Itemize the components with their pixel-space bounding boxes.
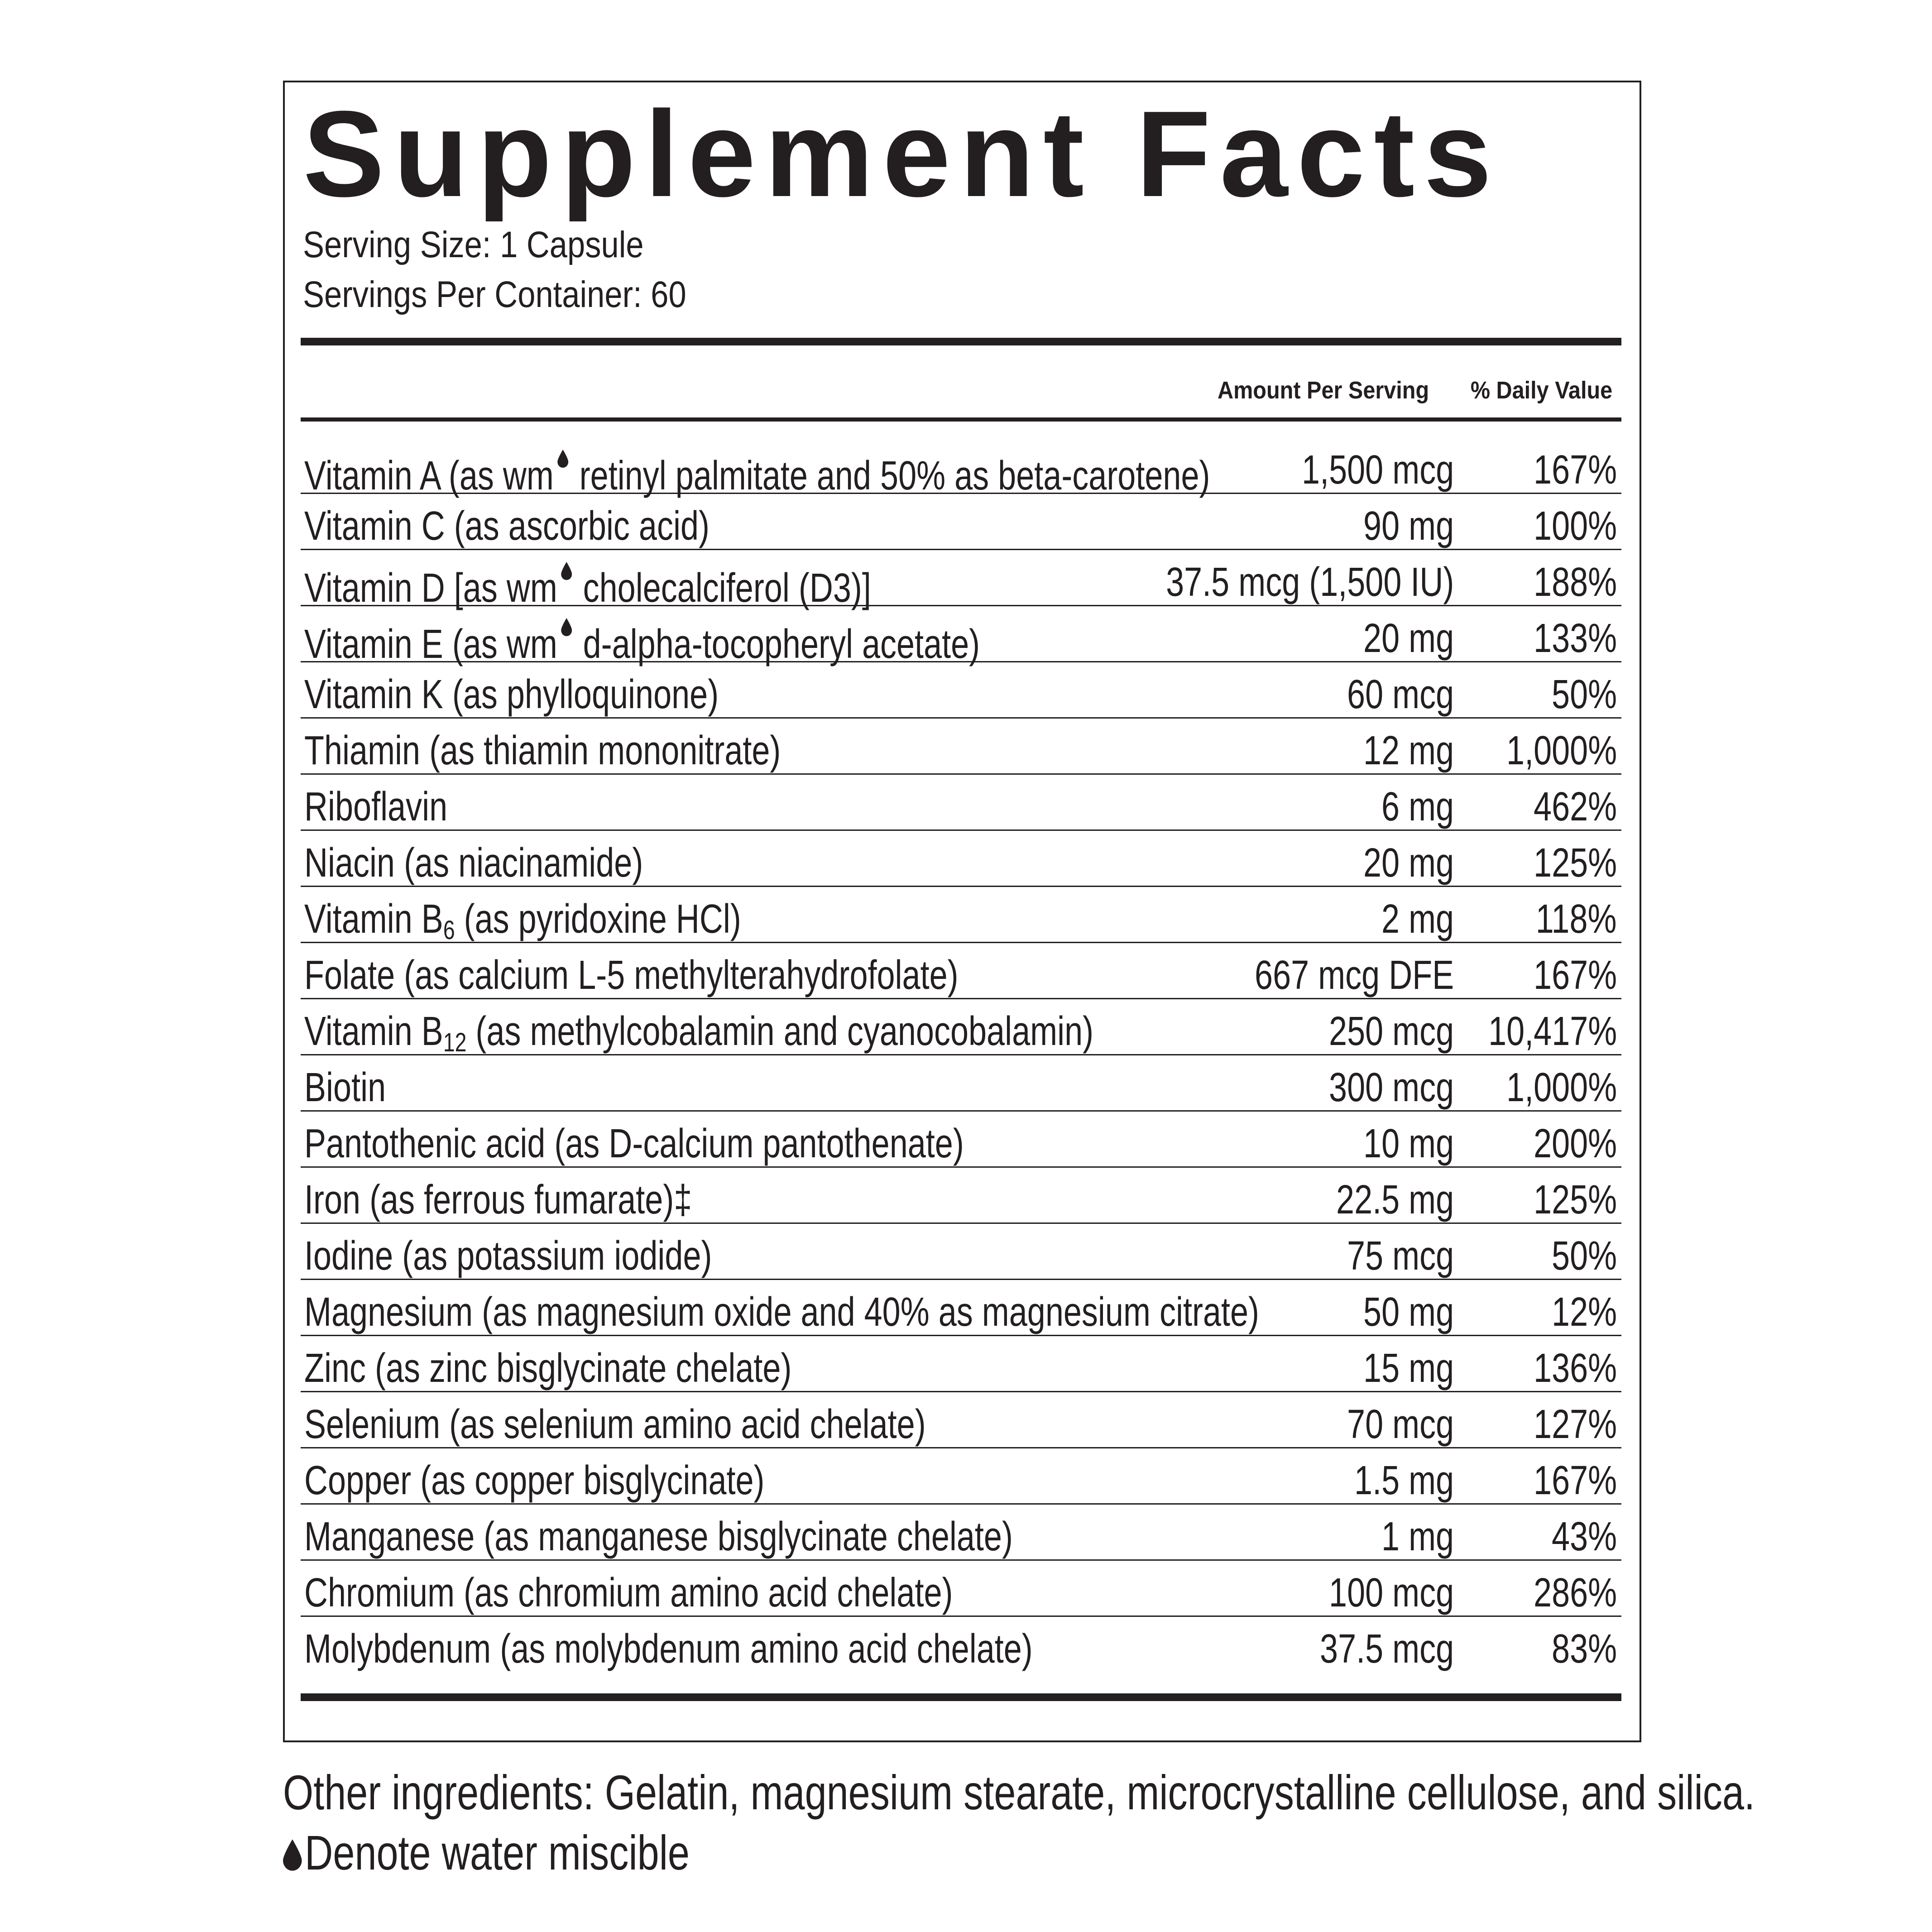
nutrient-amount: 250 mcg — [1328, 1009, 1454, 1054]
nutrient-row — [301, 494, 1621, 550]
nutrient-row — [301, 1055, 1621, 1112]
nutrient-name-text: Pantothenic acid (as D-calcium pantothenate) — [304, 1121, 964, 1166]
nutrient-daily-value: 125% — [1533, 1177, 1617, 1222]
water-drop-icon — [557, 450, 568, 468]
serving-size: Serving Size: 1 Capsule — [303, 224, 644, 265]
nutrient-amount: 70 mcg — [1347, 1402, 1454, 1447]
nutrient-daily-value: 136% — [1533, 1346, 1617, 1391]
thick-divider-bottom — [301, 1693, 1621, 1701]
nutrient-name-text: Niacin (as niacinamide) — [304, 840, 643, 886]
servings-per-container: Servings Per Container: 60 — [303, 274, 686, 315]
nutrient-name — [304, 840, 643, 886]
nutrient-row — [301, 943, 1621, 999]
nutrient-name — [304, 1123, 964, 1164]
nutrient-daily-value: 286% — [1533, 1570, 1617, 1616]
supplement-facts-panel — [283, 81, 1641, 1742]
nutrient-name-text: Vitamin K (as phylloquinone) — [304, 672, 719, 717]
nutrient-amount: 60 mcg — [1347, 672, 1454, 717]
nutrient-name-text: Riboflavin — [304, 784, 448, 829]
water-drop-icon — [561, 618, 572, 636]
nutrient-daily-value: 133% — [1533, 616, 1617, 661]
nutrient-daily-value: 50% — [1551, 1233, 1617, 1279]
nutrient-name-continued: d-alpha-tocopheryl acetate) — [574, 622, 980, 667]
nutrient-daily-value: 1,000% — [1506, 1065, 1617, 1110]
nutrient-name — [304, 450, 1210, 499]
nutrient-amount: 75 mcg — [1347, 1233, 1454, 1279]
nutrient-name — [304, 955, 959, 996]
nutrient-name-text: Magnesium (as magnesium oxide and 40% as magnesium citrate) — [304, 1290, 1259, 1335]
nutrient-name-text: Vitamin C (as ascorbic acid) — [304, 503, 710, 549]
nutrient-name — [304, 1179, 692, 1220]
nutrient-row — [301, 719, 1621, 775]
nutrient-subscript: 6 — [443, 916, 455, 945]
nutrient-daily-value: 125% — [1533, 840, 1617, 886]
nutrient-amount: 37.5 mcg (1,500 IU) — [1165, 560, 1454, 605]
nutrient-row — [301, 1336, 1621, 1392]
nutrient-amount: 37.5 mcg — [1319, 1626, 1454, 1672]
nutrient-daily-value: 10,417% — [1488, 1009, 1617, 1054]
nutrient-name — [304, 730, 781, 771]
nutrient-amount: 90 mg — [1363, 503, 1454, 549]
nutrient-amount: 50 mg — [1363, 1290, 1454, 1335]
nutrient-name — [304, 1233, 712, 1279]
nutrient-amount: 15 mg — [1363, 1346, 1454, 1391]
nutrient-name-continued: retinyl palmitate and 50% as beta-carotene) — [570, 453, 1210, 499]
daily-value-column-header: % Daily Value — [1470, 377, 1612, 404]
nutrient-daily-value: 1,000% — [1506, 728, 1617, 773]
water-drop-icon — [561, 562, 572, 580]
water-miscible-note — [283, 1825, 690, 1880]
nutrient-name-text: Vitamin E (as wm — [304, 622, 557, 667]
nutrient-name — [304, 1011, 1093, 1056]
nutrient-daily-value: 12% — [1551, 1290, 1617, 1335]
nutrient-name-text: Biotin — [304, 1065, 386, 1110]
amount-column-header: Amount Per Serving — [1218, 377, 1429, 404]
nutrient-name — [304, 1626, 1033, 1672]
water-miscible-text: Denote water miscible — [305, 1825, 690, 1880]
nutrient-row — [301, 1617, 1621, 1673]
nutrient-row — [301, 1505, 1621, 1561]
nutrient-name-text: Vitamin A (as wm — [304, 453, 554, 499]
nutrient-name-text: Molybdenum (as molybdenum amino acid chelate) — [304, 1626, 1033, 1672]
nutrient-daily-value: 167% — [1533, 447, 1617, 493]
nutrient-daily-value: 100% — [1533, 503, 1617, 549]
nutrient-name-text: Chromium (as chromium amino acid chelate) — [304, 1570, 953, 1616]
nutrient-amount: 20 mg — [1363, 616, 1454, 661]
nutrient-name — [304, 786, 447, 827]
header-divider — [301, 417, 1621, 422]
nutrient-row — [301, 1224, 1621, 1280]
nutrient-name-text: Vitamin B — [304, 896, 443, 942]
nutrient-daily-value: 127% — [1533, 1402, 1617, 1447]
nutrient-row — [301, 1112, 1621, 1168]
nutrient-amount: 1.5 mg — [1354, 1458, 1454, 1503]
nutrient-amount: 6 mg — [1381, 784, 1454, 829]
nutrient-amount: 2 mg — [1381, 896, 1454, 942]
nutrient-amount: 10 mg — [1363, 1121, 1454, 1166]
nutrient-name — [304, 674, 719, 715]
nutrient-daily-value: 167% — [1533, 953, 1617, 998]
nutrient-row — [301, 887, 1621, 943]
nutrient-name — [304, 1570, 953, 1616]
nutrient-row — [301, 1448, 1621, 1505]
nutrient-amount: 12 mg — [1363, 728, 1454, 773]
nutrient-daily-value: 50% — [1551, 672, 1617, 717]
nutrient-name-continued: (as methylcobalamin and cyanocobalamin) — [466, 1009, 1094, 1054]
nutrient-row — [301, 438, 1621, 499]
other-ingredients: Other ingredients: Gelatin, magnesium stearate, microcrystalline cellulose, and silica. — [283, 1765, 1755, 1820]
thick-divider-top — [301, 338, 1621, 345]
nutrient-amount: 300 mcg — [1328, 1065, 1454, 1110]
nutrient-name — [304, 1348, 791, 1389]
nutrient-name-text: Vitamin D [as wm — [304, 566, 557, 611]
nutrient-name — [304, 896, 741, 945]
nutrient-name-text: Vitamin B — [304, 1009, 443, 1054]
nutrient-amount: 1 mg — [1381, 1514, 1454, 1559]
nutrient-amount: 22.5 mg — [1336, 1177, 1454, 1222]
nutrient-amount: 100 mcg — [1328, 1570, 1454, 1616]
nutrient-name-text: Zinc (as zinc bisglycinate chelate) — [304, 1346, 792, 1391]
nutrient-name — [304, 562, 871, 609]
nutrient-amount: 1,500 mcg — [1301, 447, 1454, 493]
nutrient-daily-value: 83% — [1551, 1626, 1617, 1672]
nutrient-row — [301, 1168, 1621, 1224]
nutrient-name — [304, 1460, 765, 1501]
nutrient-amount: 667 mcg DFE — [1254, 953, 1454, 998]
nutrient-name-text: Folate (as calcium L-5 methylterahydrofolate) — [304, 953, 959, 998]
nutrient-name-text: Copper (as copper bisglycinate) — [304, 1458, 765, 1503]
nutrient-name-text: Iron (as ferrous fumarate)‡ — [304, 1177, 692, 1222]
nutrient-row — [301, 662, 1621, 719]
water-drop-icon — [283, 1839, 302, 1871]
nutrient-subscript: 12 — [443, 1028, 467, 1057]
nutrient-name — [304, 1292, 1259, 1333]
nutrient-table — [301, 438, 1621, 1673]
nutrient-row — [301, 831, 1621, 887]
nutrient-daily-value: 118% — [1536, 896, 1617, 942]
nutrient-row — [301, 1392, 1621, 1448]
nutrient-name-continued: (as pyridoxine HCl) — [455, 896, 741, 942]
nutrient-name — [304, 503, 710, 549]
nutrient-row — [301, 550, 1621, 611]
nutrient-name — [304, 618, 980, 665]
nutrient-row — [301, 1561, 1621, 1617]
nutrient-name — [304, 1404, 926, 1445]
nutrient-name-text: Manganese (as manganese bisglycinate chelate) — [304, 1514, 1013, 1559]
nutrient-daily-value: 43% — [1551, 1514, 1617, 1559]
nutrient-daily-value: 188% — [1533, 560, 1617, 605]
nutrient-row — [301, 606, 1621, 667]
nutrient-daily-value: 200% — [1533, 1121, 1617, 1166]
nutrient-name-text: Thiamin (as thiamin mononitrate) — [304, 728, 781, 773]
nutrient-name-text: Selenium (as selenium amino acid chelate) — [304, 1402, 926, 1447]
nutrient-row — [301, 775, 1621, 831]
nutrient-daily-value: 462% — [1533, 784, 1617, 829]
nutrient-daily-value: 167% — [1533, 1458, 1617, 1503]
panel-title: Supplement Facts — [303, 86, 1501, 222]
nutrient-row — [301, 1280, 1621, 1336]
nutrient-name-text: Iodine (as potassium iodide) — [304, 1233, 712, 1279]
nutrient-row — [301, 999, 1621, 1055]
nutrient-name — [304, 1516, 1013, 1557]
nutrient-name — [304, 1067, 386, 1108]
nutrient-amount: 20 mg — [1363, 840, 1454, 886]
nutrient-name-continued: cholecalciferol (D3)] — [574, 566, 871, 611]
